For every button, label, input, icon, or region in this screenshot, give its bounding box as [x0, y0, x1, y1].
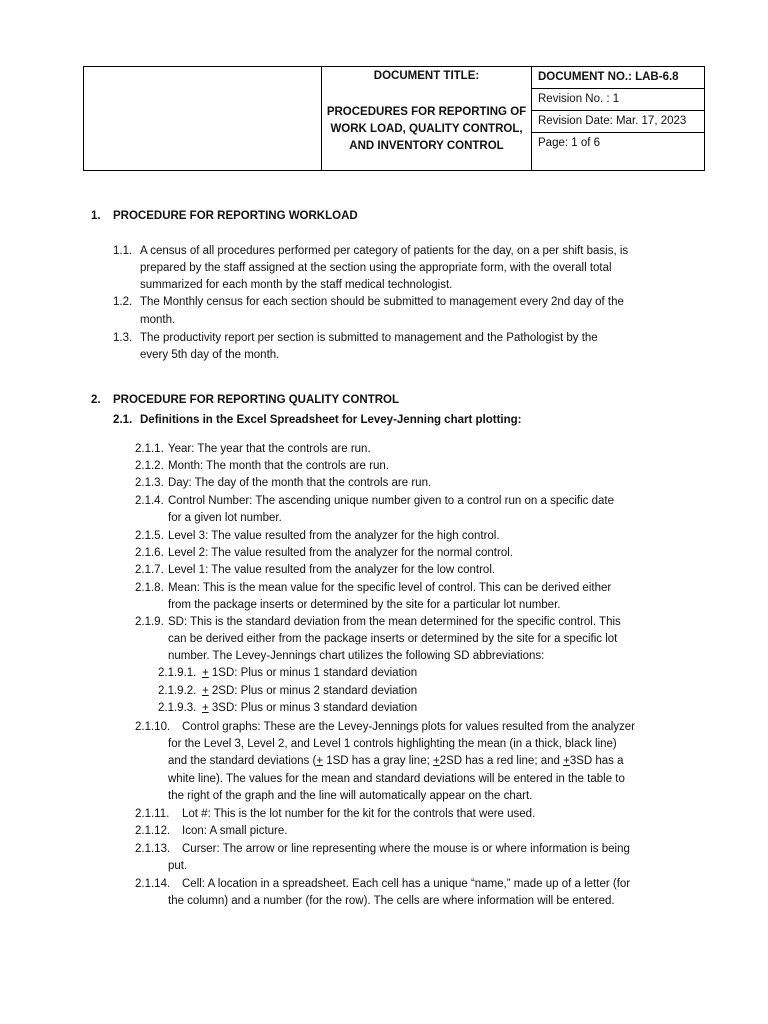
sd-number: 2.1.9.3. — [158, 702, 197, 714]
item-text: every 5th day of the month. — [140, 349, 280, 361]
def-text: can be derived either from the package inserts or determined by the site for a specific lot — [168, 633, 618, 645]
item-text: The productivity report per section is submitted to management and the Pathologist by the — [140, 332, 598, 344]
plus-minus-symbol: + — [433, 755, 440, 767]
text-run: and the standard deviations ( — [168, 755, 317, 767]
def-text: Day: The day of the month that the controls are run. — [168, 477, 432, 489]
section-heading: PROCEDURE FOR REPORTING WORKLOAD — [113, 210, 358, 222]
section-number: 2. — [91, 394, 101, 406]
def-text: Icon: A small picture. — [182, 825, 288, 837]
def-text: Level 2: The value resulted from the analyzer for the normal control. — [168, 547, 513, 559]
def-text: Year: The year that the controls are run. — [168, 443, 371, 455]
plus-minus-symbol: + — [563, 755, 570, 767]
plus-minus-symbol: + — [316, 755, 324, 767]
text-run: 2SD has a red line; and — [439, 755, 564, 767]
document-title-label: DOCUMENT TITLE: — [373, 70, 480, 82]
def-number: 2.1.12. — [135, 825, 171, 837]
item-text: A census of all procedures performed per category of patients for the day, on a per shift basis, is — [140, 245, 629, 257]
item-number: 1.2. — [113, 296, 133, 308]
def-text: Lot #: This is the lot number for the kit for the controls that were used. — [182, 808, 536, 820]
def-number: 2.1.14. — [135, 878, 171, 890]
def-text: Month: The month that the controls are run. — [168, 460, 389, 472]
subsection-number: 2.1. — [113, 414, 133, 426]
item-number: 1.3. — [113, 332, 133, 344]
def-number: 2.1.3. — [135, 477, 164, 489]
item-text: The Monthly census for each section should be submitted to management every 2nd day of the — [140, 296, 624, 308]
def-number: 2.1.2. — [135, 460, 164, 472]
def-number: 2.1.7. — [135, 564, 164, 576]
def-number: 2.1.10. — [135, 721, 171, 733]
title-cell — [322, 67, 532, 170]
plus-minus-symbol: + — [202, 667, 209, 679]
def-text — [168, 753, 624, 770]
def-text: for the Level 3, Level 2, and Level 1 controls highlighting the mean (in a thick, black line) — [168, 738, 617, 750]
revision-number: Revision No. : 1 — [532, 89, 704, 111]
document-header-table — [83, 66, 705, 171]
def-text: Control Number: The ascending unique number given to a control run on a specific date — [168, 495, 614, 507]
plus-minus-symbol: + — [202, 702, 209, 714]
def-text: Level 3: The value resulted from the analyzer for the high control. — [168, 530, 500, 542]
sd-description: 1SD: Plus or minus 1 standard deviation — [208, 667, 418, 679]
def-number: 2.1.4. — [135, 495, 164, 507]
sd-text — [202, 700, 417, 717]
document-number: DOCUMENT NO.: LAB-6.8 — [532, 67, 704, 89]
logo-cell — [84, 67, 322, 170]
def-text: from the package inserts or determined by the site for a particular lot number. — [168, 599, 561, 611]
revision-date: Revision Date: Mar. 17, 2023 — [532, 111, 704, 133]
text-run: 3SD has a — [569, 755, 624, 767]
def-text: Curser: The arrow or line representing where the mouse is or where information is being — [182, 843, 630, 855]
item-text: prepared by the staff assigned at the section using the appropriate form, with the overall total — [140, 262, 612, 274]
item-text: summarized for each month by the staff medical technologist. — [140, 279, 453, 291]
item-number: 1.1. — [113, 245, 133, 257]
document-title-line: WORK LOAD, QUALITY CONTROL, — [330, 123, 523, 135]
sd-number: 2.1.9.2. — [158, 685, 197, 697]
subsection-heading: Definitions in the Excel Spreadsheet for Levey-Jenning chart plotting: — [140, 414, 522, 426]
def-text: number. The Levey-Jennings chart utilizes the following SD abbreviations: — [168, 650, 545, 662]
def-text: Control graphs: These are the Levey-Jennings plots for values resulted from the analyzer — [182, 721, 636, 733]
sd-text — [202, 665, 417, 682]
document-info-cell — [532, 67, 704, 170]
def-number: 2.1.8. — [135, 582, 164, 594]
page-number: Page: 1 of 6 — [538, 137, 601, 149]
def-text: for a given lot number. — [168, 512, 282, 524]
sd-number: 2.1.9.1. — [158, 667, 197, 679]
def-number: 2.1.9. — [135, 616, 164, 628]
def-text: put. — [168, 860, 188, 872]
def-number: 2.1.11. — [135, 808, 170, 820]
text-run: 1SD has a gray line; — [323, 755, 433, 767]
section-heading: PROCEDURE FOR REPORTING QUALITY CONTROL — [113, 394, 400, 406]
section-number: 1. — [91, 210, 101, 222]
sd-text — [202, 683, 417, 700]
def-number: 2.1.6. — [135, 547, 164, 559]
document-title-line: AND INVENTORY CONTROL — [349, 140, 504, 152]
def-number: 2.1.13. — [135, 843, 171, 855]
sd-description: 3SD: Plus or minus 3 standard deviation — [208, 702, 418, 714]
def-text: Level 1: The value resulted from the analyzer for the low control. — [168, 564, 496, 576]
plus-minus-symbol: + — [202, 685, 209, 697]
item-text: month. — [140, 314, 176, 326]
def-text: Cell: A location in a spreadsheet. Each cell has a unique “name,” made up of a letter (for — [182, 878, 631, 890]
def-number: 2.1.5. — [135, 530, 164, 542]
sd-description: 2SD: Plus or minus 2 standard deviation — [208, 685, 418, 697]
document-title — [326, 104, 527, 155]
document-title-line: PROCEDURES FOR REPORTING OF — [326, 106, 527, 118]
def-text: SD: This is the standard deviation from the mean determined for the specific control. This — [168, 616, 621, 628]
def-text: the right of the graph and the line will automatically appear on the chart. — [168, 790, 533, 802]
def-number: 2.1.1. — [135, 443, 164, 455]
def-text: white line). The values for the mean and standard deviations will be entered in the table to — [168, 773, 625, 785]
def-text: Mean: This is the mean value for the specific level of control. This can be derived either — [168, 582, 612, 594]
def-text: the column) and a number (for the row). The cells are where information will be entered. — [168, 895, 615, 907]
